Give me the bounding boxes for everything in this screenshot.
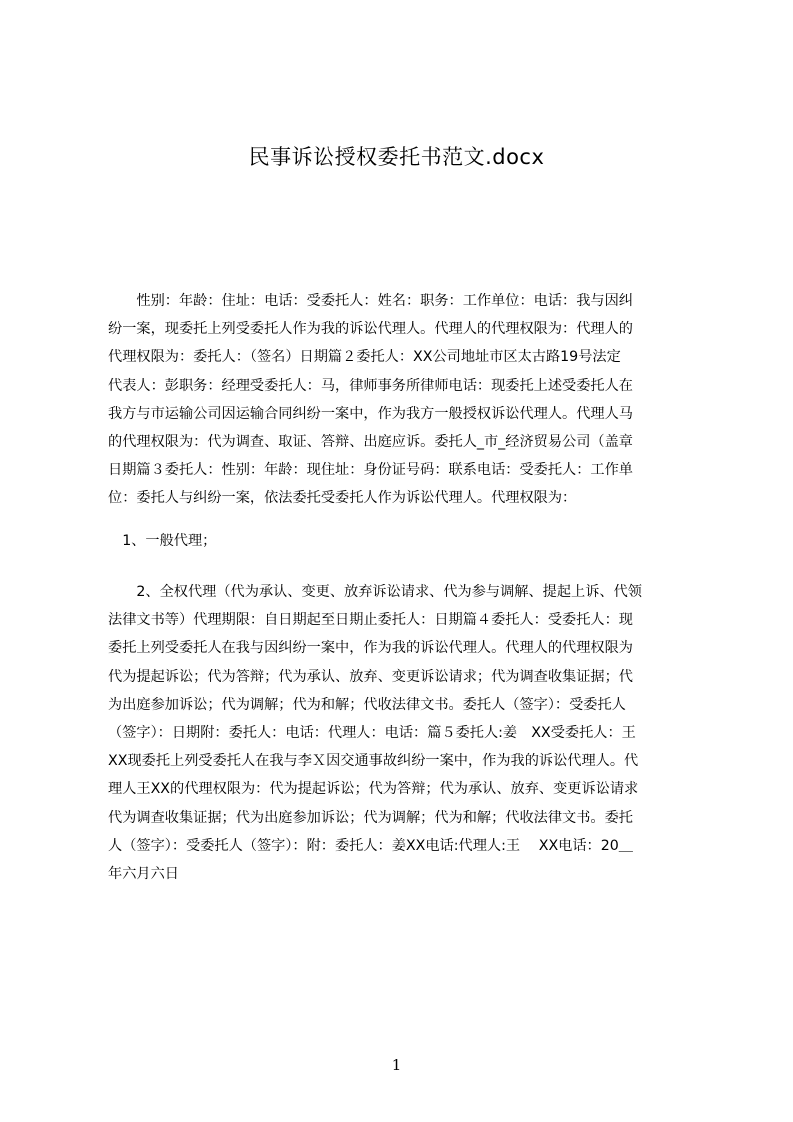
text-line: 日期篇３委托人：性别：年龄：现住址：身份证号码：联系电话：受委托人：工作单 xyxy=(108,462,633,479)
text-line: 我方与市运输公司因运输合同纠纷一案中，作为我方一般授权诉讼代理人。代理人马 xyxy=(108,405,633,422)
text-line: 的代理权限为：代为调查、取证、答辩、出庭应诉。委托人_市_经济贸易公司（盖章 xyxy=(108,433,633,450)
text-line: 人（签字）：受委托人（签字）：附：委托人：姜XX电话:代理人:王 XX电话：20＿ xyxy=(108,837,633,854)
text-line: （签字）：日期附：委托人：电话：代理人：电话：篇５委托人:姜 XX受委托人：王 xyxy=(108,724,636,741)
text-line: 年六月六日 xyxy=(108,865,179,882)
text-line: 位：委托人与纠纷一案，依法委托受委托人作为诉讼代理人。代理权限为： xyxy=(108,490,577,507)
document-title: 民事诉讼授权委托书范文.docx xyxy=(248,145,545,169)
page-number: 1 xyxy=(391,1056,402,1074)
text-line: 理人王XX的代理权限为：代为提起诉讼；代为答辩；代为承认、放弃、变更诉讼请求 xyxy=(108,781,639,798)
text-line: 委托上列受委托人在我与因纠纷一案中，作为我的诉讼代理人。代理人的代理权限为 xyxy=(108,640,633,657)
text-line: 代为提起诉讼；代为答辩；代为承认、放弃、变更诉讼请求；代为调查收集证据；代 xyxy=(108,668,633,685)
paragraph-1 xyxy=(108,287,702,513)
text-line: 代理权限为：委托人：（签名）日期篇２委托人：XX公司地址市区太古路19号法定 xyxy=(108,349,621,366)
paragraph-3 xyxy=(108,578,702,888)
paragraph-2 xyxy=(108,527,702,555)
text-line: 2、全权代理（代为承认、变更、放弃诉讼请求、代为参与调解、提起上诉、代领 xyxy=(108,584,642,600)
text-line: XX现委托上列受委托人在我与李Ｘ因交通事故纠纷一案中，作为我的诉讼代理人。代 xyxy=(108,753,639,770)
text-line: 为出庭参加诉讼；代为调解；代为和解；代收法律文书。委托人（签字）：受委托人 xyxy=(108,696,626,713)
text-line: 1、一般代理； xyxy=(108,533,217,549)
text-line: 代表人：彭职务：经理受委托人：马，律师事务所律师电话：现委托上述受委托人在 xyxy=(108,377,633,394)
text-line: 纷一案，现委托上列受委托人作为我的诉讼代理人。代理人的代理权限为：代理人的 xyxy=(108,321,633,338)
text-line: 性别：年龄：住址：电话：受委托人：姓名：职务：工作单位：电话：我与因纠 xyxy=(108,293,633,309)
text-line: 代为调查收集证据；代为出庭参加诉讼；代为调解；代为和解；代收法律文书。委托 xyxy=(108,809,633,826)
text-line: 法律文书等）代理期限：自日期起至日期止委托人：日期篇４委托人：受委托人：现 xyxy=(108,612,633,629)
